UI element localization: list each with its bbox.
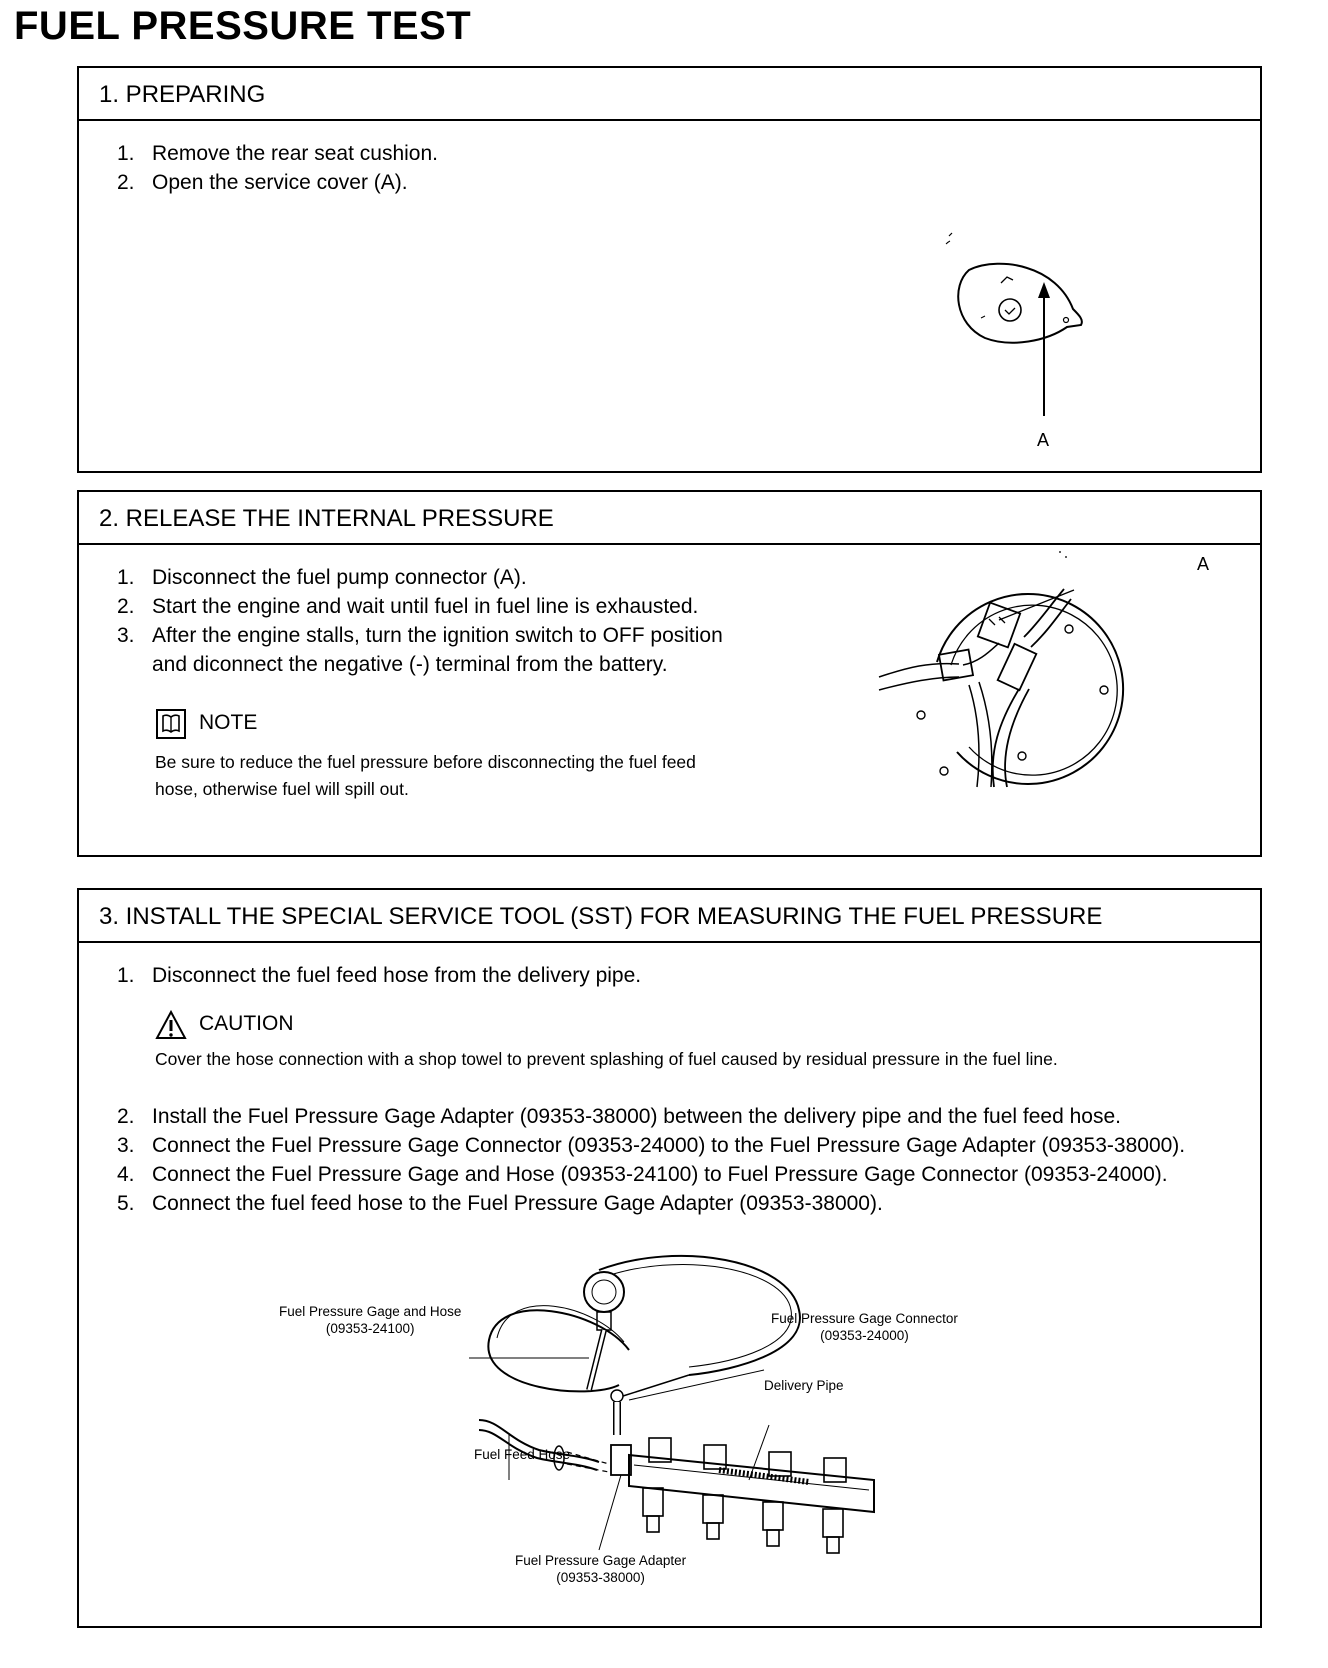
step-item xyxy=(79,592,723,621)
callout-label: Fuel Pressure Gage Connector xyxy=(771,1311,958,1326)
step-text: Open the service cover (A). xyxy=(152,171,408,194)
step-text: Disconnect the fuel feed hose from the delivery pipe. xyxy=(152,964,642,987)
step-list xyxy=(79,563,723,679)
page-title: FUEL PRESSURE TEST xyxy=(14,4,472,48)
step-number: 4. xyxy=(117,1163,135,1186)
caution-title: CAUTION xyxy=(199,1012,294,1035)
note-text xyxy=(155,749,696,803)
step-number: 2. xyxy=(117,595,135,618)
step-item xyxy=(79,139,438,168)
step-text: Connect the Fuel Pressure Gage Connector (09353-24000) to the Fuel Pressure Gage Adapter (09353-38000). xyxy=(152,1134,1186,1157)
figure-label-a: A xyxy=(1197,554,1210,574)
step-text: Disconnect the fuel pump connector (A). xyxy=(152,566,527,589)
caution-text: Cover the hose connection with a shop towel to prevent splashing of fuel caused by residual pressure in the fuel line. xyxy=(155,1049,1058,1069)
step-list xyxy=(79,139,438,197)
step-number: 2. xyxy=(117,171,135,194)
step-list xyxy=(79,961,641,990)
fuel-pump-connector-illustration xyxy=(879,547,1179,792)
callout-label: Fuel Pressure Gage and Hose xyxy=(279,1304,462,1319)
callout-label: Fuel Pressure Gage Adapter xyxy=(515,1553,687,1568)
step-item xyxy=(79,1131,1185,1160)
step-item xyxy=(79,168,438,197)
note-line: Be sure to reduce the fuel pressure before disconnecting the fuel feed xyxy=(155,752,696,772)
note-title: NOTE xyxy=(199,711,258,734)
step-item xyxy=(79,621,723,679)
callout-part-number: (09353-24100) xyxy=(325,1321,415,1336)
callout-adapter xyxy=(515,1552,686,1586)
step-text: Install the Fuel Pressure Gage Adapter (09353-38000) between the delivery pipe and the fuel feed hose. xyxy=(152,1105,1121,1128)
step-item xyxy=(79,961,641,990)
section-install-sst xyxy=(77,888,1262,1628)
step-text-continued: and diconnect the negative (-) terminal from the battery. xyxy=(152,653,668,676)
step-text: Connect the Fuel Pressure Gage and Hose (09353-24100) to Fuel Pressure Gage Connector (09353-24000). xyxy=(152,1163,1168,1186)
callout-feed-hose: Fuel Feed Hose xyxy=(474,1447,571,1462)
step-list xyxy=(79,1102,1185,1218)
section-release-pressure xyxy=(77,490,1262,857)
step-number: 1. xyxy=(117,142,135,165)
note-book-icon xyxy=(156,709,186,739)
step-number: 1. xyxy=(117,964,135,987)
step-item xyxy=(79,1102,1185,1131)
section-preparing xyxy=(77,66,1262,473)
step-item xyxy=(79,563,723,592)
sst-installation-illustration xyxy=(479,1250,999,1580)
section-heading: 3. INSTALL THE SPECIAL SERVICE TOOL (SST) FOR MEASURING THE FUEL PRESSURE xyxy=(79,890,1260,943)
callout-part-number: (09353-38000) xyxy=(556,1570,645,1585)
step-text: Remove the rear seat cushion. xyxy=(152,142,438,165)
section-heading: 1. PREPARING xyxy=(79,68,1260,121)
step-number: 1. xyxy=(117,566,135,589)
step-number: 2. xyxy=(117,1105,135,1128)
caution-icon xyxy=(155,1010,187,1040)
step-text: After the engine stalls, turn the ignition switch to OFF position xyxy=(152,624,723,647)
callout-delivery-pipe: Delivery Pipe xyxy=(764,1378,844,1393)
callout-connector xyxy=(771,1310,958,1344)
step-item xyxy=(79,1189,1185,1218)
figure-label-a: A xyxy=(1037,430,1050,450)
step-number: 3. xyxy=(117,624,135,647)
step-item xyxy=(79,1160,1185,1189)
callout-part-number: (09353-24000) xyxy=(820,1328,909,1343)
step-number: 3. xyxy=(117,1134,135,1157)
step-text: Start the engine and wait until fuel in fuel line is exhausted. xyxy=(152,595,699,618)
callout-gage-hose xyxy=(279,1303,461,1337)
step-text: Connect the fuel feed hose to the Fuel Pressure Gage Adapter (09353-38000). xyxy=(152,1192,883,1215)
step-number: 5. xyxy=(117,1192,135,1215)
note-line: hose, otherwise fuel will spill out. xyxy=(155,779,409,799)
section-heading: 2. RELEASE THE INTERNAL PRESSURE xyxy=(79,492,1260,545)
